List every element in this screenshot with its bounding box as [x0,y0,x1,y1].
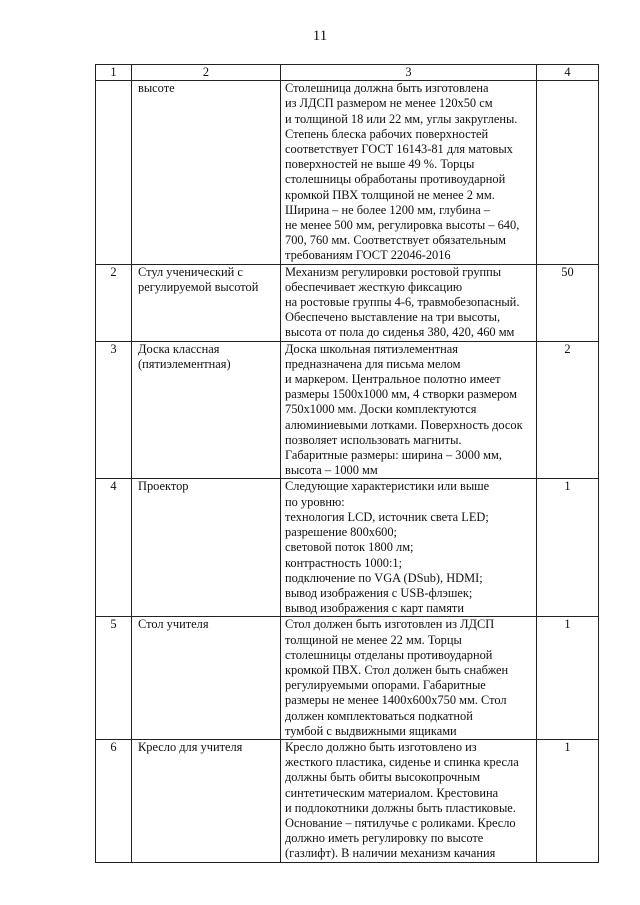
item-name-cell [132,81,281,264]
item-description-cell [281,341,537,479]
row-number [96,81,132,264]
item-description-line: должно иметь регулировку по высоте [285,831,484,846]
item-name-line: Доска классная [138,341,220,356]
item-description-line: и подлокотники должны быть пластиковые. [285,800,516,815]
item-description-line: тумбой с выдвижными ящиками [285,723,457,738]
row-number: 2 [96,264,132,341]
table-row [96,479,599,617]
item-description-line: регулируемыми опорами. Габаритные [285,678,486,693]
item-description-line: 750х1000 мм. Доски комплектуются [285,402,477,417]
item-description-line: и толщиной 18 или 22 мм, углы закруглены. [285,111,518,126]
item-description-line: Кресло должно быть изготовлено из [285,739,477,754]
item-name-line: Кресло для учителя [138,739,243,754]
item-description-line: 700, 760 мм. Соответствует обязательным [285,233,506,248]
item-description-line: Основание – пятилучье с роликами. Кресло [285,815,516,830]
item-description-line: предназначена для письма мелом [285,356,461,371]
table-header-row [96,65,599,81]
table-body [96,81,599,862]
table-row [96,264,599,341]
item-description-cell [281,81,537,264]
item-quantity [537,81,599,264]
row-number: 3 [96,341,132,479]
item-name-cell [132,739,281,862]
item-description-line: кромкой ПВХ. Стол должен быть снабжен [285,662,509,677]
item-description-line: высота – 1000 мм [285,463,378,478]
item-description-cell [281,739,537,862]
item-name-cell [132,341,281,479]
item-name-line: регулируемой высотой [138,279,259,294]
item-name-line: высоте [138,81,175,96]
item-description-line: алюминиевыми лотками. Поверхность досок [285,417,523,432]
item-description-line: синтетическим материалом. Крестовина [285,785,499,800]
item-description-line: позволяет использовать магниты. [285,432,462,447]
item-description-line: столешницы обработаны противоударной [285,172,506,187]
item-description-line: на ростовые группы 4-6, травмобезопасный. [285,295,520,310]
item-description-line: высота от пола до сиденья 380, 420, 460 мм [285,325,515,340]
item-description-line: жесткого пластика, сиденье и спинка кресла [285,755,519,770]
table-row [96,617,599,740]
item-name-line: Стол учителя [138,617,209,632]
row-number: 5 [96,617,132,740]
item-description-line: и маркером. Центральное полотно имеет [285,372,501,387]
item-description-line: Доска школьная пятиэлементная [285,341,458,356]
item-quantity: 1 [537,739,599,862]
item-description-line: вывод изображения с USB-флэшек; [285,585,473,600]
item-name-cell [132,617,281,740]
item-name-cell [132,479,281,617]
item-description-line: Стол должен быть изготовлен из ЛДСП [285,617,495,632]
item-description-line: обеспечивает жесткую фиксацию [285,279,463,294]
item-description-line: Ширина – не более 1200 мм, глубина – [285,202,491,217]
item-description-cell [281,617,537,740]
table-row [96,739,599,862]
item-description-line: поверхностей не выше 49 %. Торцы [285,157,475,172]
item-description-cell [281,264,537,341]
item-description-line: соответствует ГОСТ 16143-81 для матовых [285,142,513,157]
item-name-line: Проектор [138,479,189,494]
item-description-line: размеры не менее 1400х600х750 мм. Стол [285,693,507,708]
item-name-cell [132,264,281,341]
item-description-line: должен комплектоваться подкатной [285,708,473,723]
item-description-line: из ЛДСП размером не менее 120х50 см [285,96,493,111]
item-description-line: толщиной не менее 22 мм. Торцы [285,632,462,647]
header-cell-1: 1 [96,65,132,81]
item-description-line: контрастность 1000:1; [285,555,403,570]
item-description-line: размеры 1500х1000 мм, 4 створки размером [285,387,517,402]
specification-table [95,64,599,863]
item-description-line: технология LCD, источник света LED; [285,509,489,524]
item-description-line: столешницы отделаны противоударной [285,647,493,662]
table-row [96,81,599,264]
item-description-line: Обеспечено выставление на три высоты, [285,310,501,325]
item-description-line: вывод изображения с карт памяти [285,601,464,616]
item-name-line: Стул ученический с [138,264,243,279]
header-cell-2: 2 [132,65,281,81]
item-description-line: световой поток 1800 лм; [285,540,414,555]
item-description-line: Габаритные размеры: ширина – 3000 мм, [285,448,502,463]
row-number: 6 [96,739,132,862]
item-description-cell [281,479,537,617]
header-cell-4: 4 [537,65,599,81]
item-name-line: (пятиэлементная) [138,356,231,371]
item-description-line: Следующие характеристики или выше [285,479,490,494]
item-quantity: 1 [537,479,599,617]
page-number: 11 [312,28,328,44]
item-description-line: требованиям ГОСТ 22046-2016 [285,248,451,263]
item-description-line: (газлифт). В наличии механизм качания [285,846,496,861]
item-description-line: Столешница должна быть изготовлена [285,81,489,96]
item-description-line: кромкой ПВХ толщиной не менее 2 мм. [285,187,495,202]
item-quantity: 50 [537,264,599,341]
item-description-line: должны быть обиты высокопрочным [285,770,481,785]
row-number: 4 [96,479,132,617]
item-description-line: Степень блеска рабочих поверхностей [285,126,489,141]
header-cell-3: 3 [281,65,537,81]
item-quantity: 1 [537,617,599,740]
item-description-line: не менее 500 мм, регулировка высоты – 640, [285,218,520,233]
table-row [96,341,599,479]
item-description-line: по уровню: [285,494,345,509]
item-description-line: Механизм регулировки ростовой группы [285,264,502,279]
item-quantity: 2 [537,341,599,479]
item-description-line: подключение по VGA (DSub), HDMI; [285,570,483,585]
item-description-line: разрешение 800х600; [285,525,397,540]
